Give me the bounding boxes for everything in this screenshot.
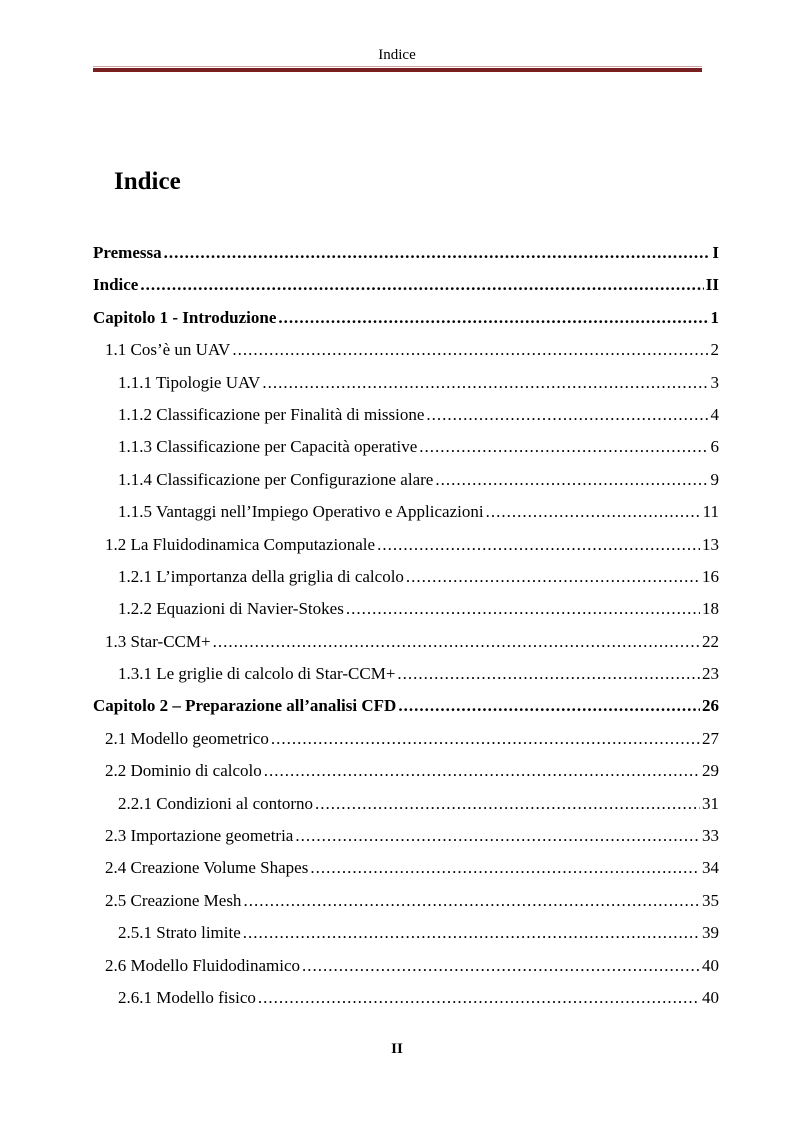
toc-entry-page: 26 <box>702 696 719 716</box>
toc-entry[interactable] <box>93 723 719 755</box>
toc-entry[interactable] <box>93 593 719 625</box>
header-rule-thin <box>93 66 702 67</box>
toc-entry[interactable] <box>93 431 719 463</box>
toc-entry[interactable] <box>93 658 719 690</box>
toc-dot-leader <box>243 917 700 949</box>
toc-entry[interactable] <box>93 237 719 269</box>
toc-entry-label: 1.1.3 Classificazione per Capacità operative <box>118 437 418 457</box>
toc-dot-leader <box>164 237 711 269</box>
toc-dot-leader <box>346 593 700 625</box>
toc-entry-label: 1.1 Cos’è un UAV <box>105 340 231 360</box>
toc-dot-leader <box>419 431 708 463</box>
toc-entry-label: Capitolo 1 - Introduzione <box>93 307 277 327</box>
header-rule-thick <box>93 68 702 72</box>
toc-entry-label: 2.6 Modello Fluidodinamico <box>105 955 301 975</box>
toc-entry-page: 13 <box>702 534 719 554</box>
toc-entry-label: 2.5 Creazione Mesh <box>105 890 242 910</box>
toc-entry-label: 2.2.1 Condizioni al contorno <box>118 793 314 813</box>
toc-entry[interactable] <box>93 367 719 399</box>
toc-dot-leader <box>258 982 700 1014</box>
toc-entry-label: 2.5.1 Strato limite <box>118 923 241 943</box>
toc-entry-label: 1.2 La Fluidodinamica Computazionale <box>105 534 376 554</box>
toc-entry-page: 40 <box>702 955 719 975</box>
toc-entry[interactable] <box>93 269 719 301</box>
toc-entry-page: 33 <box>702 826 719 846</box>
toc-entry-page: 18 <box>702 599 719 619</box>
toc-entry-label: 2.6.1 Modello fisico <box>118 987 256 1007</box>
toc-entry-page: 34 <box>702 858 719 878</box>
toc-entry-label: Premessa <box>93 243 162 262</box>
toc-entry[interactable] <box>93 529 719 561</box>
toc-entry-label: 1.1.1 Tipologie UAV <box>118 372 261 392</box>
toc-dot-leader <box>262 367 708 399</box>
toc-dot-leader <box>295 820 700 852</box>
toc-entry-page: 6 <box>710 437 719 457</box>
toc-entry-page: 1 <box>710 307 719 327</box>
toc-entry[interactable] <box>93 690 719 722</box>
toc-entry-label: 1.1.4 Classificazione per Configurazione alare <box>118 469 434 489</box>
toc-entry[interactable] <box>93 334 719 366</box>
toc-dot-leader <box>243 885 700 917</box>
toc-entry-label: 2.2 Dominio di calcolo <box>105 761 262 781</box>
toc-dot-leader <box>271 723 700 755</box>
toc-entry-page: 16 <box>702 566 719 586</box>
toc-entry[interactable] <box>93 885 719 917</box>
toc-dot-leader <box>264 755 700 787</box>
toc-entry-page: 31 <box>702 793 719 813</box>
toc-entry[interactable] <box>93 561 719 593</box>
toc-entry-label: 1.3.1 Le griglie di calcolo di Star-CCM+ <box>118 664 396 684</box>
toc-entry[interactable] <box>93 496 719 528</box>
toc-dot-leader <box>315 788 700 820</box>
toc-entry[interactable] <box>93 917 719 949</box>
toc-entry-page: 4 <box>710 404 719 424</box>
toc-entry-page: I <box>712 243 719 262</box>
toc-entry[interactable] <box>93 820 719 852</box>
header-rule <box>93 66 702 72</box>
toc-dot-leader <box>310 852 700 884</box>
toc-entry[interactable] <box>93 464 719 496</box>
toc-dot-leader <box>398 690 700 722</box>
toc-entry[interactable] <box>93 950 719 982</box>
toc-dot-leader <box>278 302 708 334</box>
toc-entry-page: 23 <box>702 664 719 684</box>
toc-entry-page: 29 <box>702 761 719 781</box>
toc-entry[interactable] <box>93 302 719 334</box>
toc-entry[interactable] <box>93 755 719 787</box>
toc-entry[interactable] <box>93 626 719 658</box>
toc-entry[interactable] <box>93 399 719 431</box>
page-title: Indice <box>114 168 181 195</box>
toc-entry-label: 2.1 Modello geometrico <box>105 728 269 748</box>
toc-dot-leader <box>213 626 700 658</box>
toc-entry-label: Capitolo 2 – Preparazione all’analisi CFD <box>93 696 397 716</box>
toc-dot-leader <box>486 496 701 528</box>
toc-entry-page: 35 <box>702 890 719 910</box>
toc-entry-page: 40 <box>702 987 719 1007</box>
toc-entry-page: 39 <box>702 923 719 943</box>
toc-entry-label: 1.2.1 L’importanza della griglia di calcolo <box>118 566 404 586</box>
toc-entry-page: 11 <box>702 502 719 522</box>
toc-entry-label: Indice <box>93 275 139 295</box>
toc-entry[interactable] <box>93 852 719 884</box>
page-number: II <box>391 1041 403 1057</box>
toc-entry-label: 1.1.5 Vantaggi nell’Impiego Operativo e Applicazioni <box>118 502 484 522</box>
toc-entry-label: 1.3 Star-CCM+ <box>105 631 211 651</box>
toc-dot-leader <box>435 464 708 496</box>
toc-entry-label: 2.4 Creazione Volume Shapes <box>105 858 309 878</box>
toc-entry-page: 22 <box>702 631 719 651</box>
toc-dot-leader <box>426 399 708 431</box>
table-of-contents <box>93 237 719 1014</box>
toc-entry[interactable] <box>93 982 719 1014</box>
toc-entry-page: 9 <box>710 469 719 489</box>
toc-entry[interactable] <box>93 788 719 820</box>
toc-dot-leader <box>302 950 700 982</box>
toc-entry-page: 27 <box>702 728 719 748</box>
toc-entry-label: 1.2.2 Equazioni di Navier-Stokes <box>118 599 344 619</box>
toc-dot-leader <box>140 269 703 301</box>
toc-dot-leader <box>232 334 708 366</box>
running-header: Indice <box>378 47 416 63</box>
toc-dot-leader <box>377 529 700 561</box>
toc-entry-page: 2 <box>710 340 719 360</box>
toc-entry-page: 3 <box>710 372 719 392</box>
toc-entry-label: 2.3 Importazione geometria <box>105 826 294 846</box>
toc-entry-page: II <box>705 275 719 295</box>
toc-entry-label: 1.1.2 Classificazione per Finalità di missione <box>118 404 425 424</box>
toc-dot-leader <box>397 658 700 690</box>
toc-dot-leader <box>406 561 700 593</box>
